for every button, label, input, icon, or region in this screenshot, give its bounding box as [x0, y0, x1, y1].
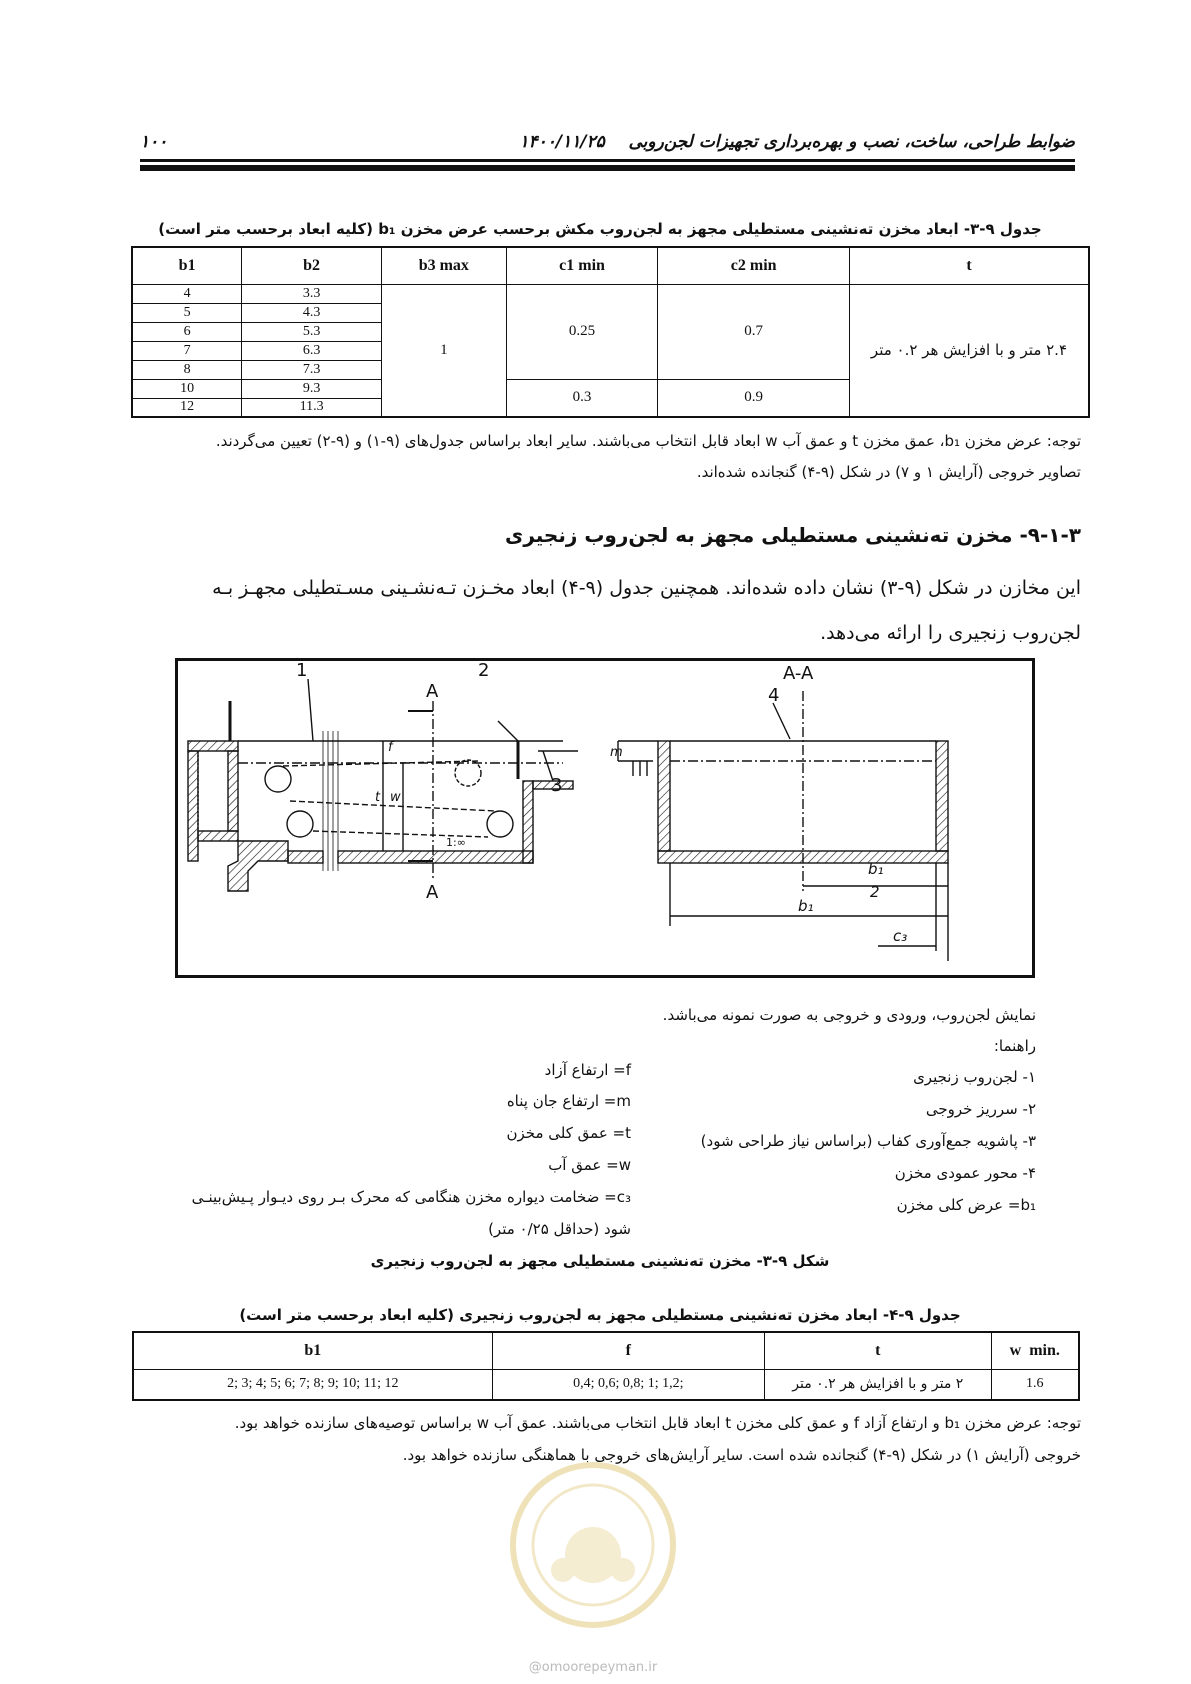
legend-item: ۳- پاشویه جمع‌آوری کفاب (براساس نیاز طراحی شود) — [700, 1132, 1036, 1150]
dim-b1-half: b₁ — [868, 860, 884, 878]
dim-c3: c₃ — [893, 927, 908, 945]
watermark-url: @omoorepeyman.ir — [528, 1660, 658, 1675]
figure-caption: شکل ۹-۳- مخزن ته‌نشینی مستطیلی مجهز به لجن‌روب زنجیری — [370, 1252, 830, 1270]
legend-item: m= ارتفاع جان پناه — [506, 1092, 631, 1110]
table1-cell: 12 — [132, 398, 242, 417]
table2-header-t: t — [765, 1332, 992, 1369]
table1-header-c2: c2 min — [658, 247, 850, 284]
table2-cell-f: 0,4; 0,6; 0,8; 1; 1,2; — [492, 1369, 764, 1400]
legend-item: ۲- سرریز خروجی — [925, 1100, 1036, 1118]
table2-caption: جدول ۹-۴- ابعاد مخزن ته‌نشینی مستطیلی مجهز به لجن‌روب زنجیری (کلیه ابعاد برحسب متر است) — [239, 1306, 961, 1324]
table2-cell-b1: 2; 3; 4; 5; 6; 7; 8; 9; 10; 11; 12 — [133, 1369, 492, 1400]
table1-cell: 10 — [132, 379, 242, 398]
table1-header-c1: c1 min — [506, 247, 658, 284]
table2-header-b1: b1 — [133, 1332, 492, 1369]
table2 — [132, 1331, 1080, 1401]
table1-cell: 5.3 — [242, 322, 382, 341]
table1-cell: 9.3 — [242, 379, 382, 398]
table1-cell: 4.3 — [242, 303, 382, 322]
page-header — [140, 132, 1075, 154]
legend-item: w= عمق آب — [548, 1156, 631, 1174]
legend-item: t= عمق کلی مخزن — [506, 1124, 631, 1142]
callout-1: 1 — [296, 661, 308, 681]
page-number: ۱۰۰ — [140, 132, 168, 152]
table1-cell: 8 — [132, 360, 242, 379]
table1-header-b2: b2 — [242, 247, 382, 284]
table1-caption: جدول ۹-۳- ابعاد مخزن ته‌نشینی مستطیلی مجهز به لجن‌روب مکش برحسب عرض مخزن b₁ (کلیه ابعاد برحسب متر است) — [158, 220, 1042, 238]
table2-note-line1: توجه: عرض مخزن b₁ و ارتفاع آزاد f و عمق کلی مخزن t ابعاد قابل انتخاب می‌باشند. عمق آب w براساس توصیه‌های سازنده خواهد بود. — [234, 1414, 1081, 1432]
section-paragraph-line2: لجن‌روب زنجیری را ارائه می‌دهد. — [820, 622, 1081, 644]
legend-item: ۴- محور عمودی مخزن — [894, 1164, 1036, 1182]
table-row — [132, 284, 1089, 303]
table1-note-line1: توجه: عرض مخزن b₁، عمق مخزن t و عمق آب w ابعاد قابل انتخاب می‌باشند. سایر ابعاد براساس جدول‌های (۹-۱) و (۹-۲) تعیین می‌گردند. — [215, 432, 1081, 450]
table1-cell: 4 — [132, 284, 242, 303]
slope-label: 1:∞ — [446, 836, 466, 849]
table2-cell-t: ۲ متر و با افزایش هر ۰.۲ متر — [765, 1369, 992, 1400]
header-rule-thin — [140, 159, 1075, 162]
table1-header-b3: b3 max — [381, 247, 506, 284]
table1-cell: 11.3 — [242, 398, 382, 417]
legend-guide: راهنما: — [993, 1037, 1036, 1055]
longitudinal-section — [188, 679, 578, 891]
legend-item: ۱- لجن‌روب زنجیری — [913, 1068, 1036, 1086]
cross-section — [618, 691, 948, 961]
table2-header-f: f — [492, 1332, 764, 1369]
table1-cell: 6.3 — [242, 341, 382, 360]
callout-2: 2 — [478, 661, 490, 681]
table2-header-w: w min. — [991, 1332, 1079, 1369]
table1-cell: 3.3 — [242, 284, 382, 303]
tank-drawing — [178, 661, 1032, 975]
table1-cell: 5 — [132, 303, 242, 322]
dim-m: m — [610, 745, 623, 760]
table1-cell-t: ۲.۴ متر و با افزایش هر ۰.۲ متر — [849, 284, 1089, 417]
figure-frame — [175, 658, 1035, 978]
table1-cell-c1a: 0.25 — [506, 284, 658, 379]
table1-header-t: t — [849, 247, 1089, 284]
table2-cell-w: 1.6 — [991, 1369, 1079, 1400]
table1-cell-c2a: 0.7 — [658, 284, 850, 379]
table1-cell: 6 — [132, 322, 242, 341]
table2-header-row — [133, 1332, 1079, 1369]
table1-cell: 7 — [132, 341, 242, 360]
dim-f: f — [388, 740, 393, 755]
table1-cell-c1b: 0.3 — [506, 379, 658, 417]
table1-header-row — [132, 247, 1089, 284]
table2-note-line2: خروجی (آرایش ۱) در شکل (۹-۴) گنجانده شده است. سایر آرایش‌های خروجی با هماهنگی سازنده خواهد بود. — [402, 1446, 1081, 1464]
section-paragraph-line1: این مخازن در شکل (۹-۳) نشان داده شده‌اند. همچنین جدول (۹-۴) ابعاد مخـزن تـه‌نشـینی مسـتطیلی مجهـز بـه — [212, 577, 1081, 599]
dim-w: w — [390, 790, 401, 805]
table1 — [131, 246, 1090, 418]
section-mark-a-bottom: A — [426, 882, 439, 903]
header-rule-thick — [140, 165, 1075, 171]
dim-t: t — [375, 790, 381, 805]
header-title: ضوابط طراحی، ساخت، نصب و بهره‌برداری تجهیزات لجن‌روبی — [628, 132, 1075, 152]
legend-item: c₃= ضخامت دیواره مخزن هنگامی که محرک بـر روی دیـوار پـیش‌بینـی — [191, 1188, 631, 1206]
section-title: A-A — [783, 663, 814, 684]
table1-cell-b3: 1 — [381, 284, 506, 417]
callout-3: 3 — [551, 775, 563, 796]
section-mark-a-top: A — [426, 681, 439, 702]
legend-item: شود (حداقل ۰/۲۵ متر) — [488, 1220, 631, 1238]
table1-cell: 7.3 — [242, 360, 382, 379]
legend-intro: نمایش لجن‌روب، ورودی و خروجی به صورت نمونه می‌باشد. — [662, 1006, 1036, 1024]
table1-cell-c2b: 0.9 — [658, 379, 850, 417]
table-row — [133, 1369, 1079, 1400]
header-date: ۱۴۰۰/۱۱/۲۵ — [519, 132, 605, 152]
legend-item: b₁= عرض کلی مخزن — [896, 1196, 1036, 1214]
legend-item: f= ارتفاع آزاد — [544, 1061, 631, 1079]
header-title-line — [519, 132, 1075, 152]
dim-two: 2 — [870, 883, 880, 901]
watermark-seal-icon — [508, 1460, 678, 1630]
table1-note-line2: تصاویر خروجی (آرایش ۱ و ۷) در شکل (۹-۴) گنجانده شده‌اند. — [696, 463, 1081, 481]
table1-header-b1: b1 — [132, 247, 242, 284]
dim-b1: b₁ — [798, 897, 814, 915]
callout-4: 4 — [768, 685, 780, 706]
section-heading: ۹-۱-۳- مخزن ته‌نشینی مستطیلی مجهز به لجن‌روب زنجیری — [504, 523, 1081, 547]
